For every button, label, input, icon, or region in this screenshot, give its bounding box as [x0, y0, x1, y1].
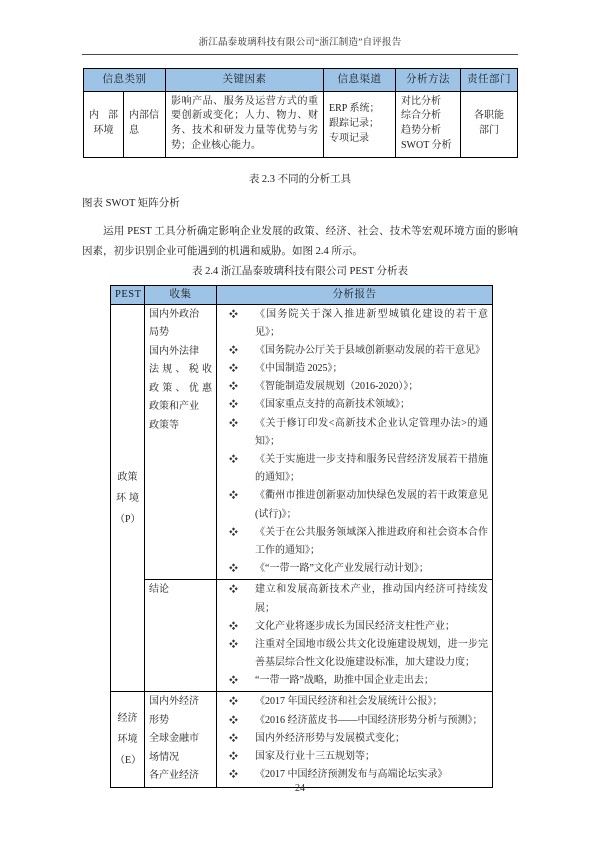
cell-report-policy	[217, 304, 493, 580]
diamond-bullet-icon: ❖	[229, 308, 239, 319]
list-item	[221, 712, 488, 730]
column-header-report: 分析报告	[217, 286, 493, 305]
caption-table-2-3: 表 2.3 不同的分析工具	[248, 174, 352, 185]
page-number: 24	[295, 783, 305, 794]
list-item	[221, 618, 488, 636]
cell-analysis-method: 对比分析 综合分析 趋势分析 SWOT 分析	[396, 91, 461, 157]
list-item	[221, 730, 488, 748]
diamond-bullet-icon: ❖	[229, 417, 239, 428]
collect-line: 结论	[149, 584, 169, 596]
collect-line: 形势	[149, 714, 169, 726]
list-item-text: 国家及行业十三五规划等；	[255, 751, 375, 763]
table-row	[111, 580, 493, 692]
list-item-text: 《国务院办公厅关于县域创新驱动发展的若干意见》	[255, 344, 485, 356]
running-header: 浙江晶泰玻璃科技有限公司“浙江制造”自评报告	[198, 38, 402, 48]
list-item-text: 建立和发展高新技术产业，推动国内经济可持续发展；	[255, 584, 488, 614]
table-2-4	[110, 285, 493, 788]
axis-line: 环境	[116, 492, 139, 504]
list-item	[221, 360, 488, 378]
diamond-bullet-icon: ❖	[229, 714, 239, 725]
column-header-department: 责任部门	[461, 69, 518, 92]
list-item-text: 《中国制造 2025》；	[255, 363, 343, 375]
cell-collect-policy	[145, 304, 217, 580]
axis-line: 经济	[117, 713, 138, 725]
column-header-category: 信息类别	[84, 69, 166, 92]
table-row	[84, 91, 518, 157]
cell-report-conclusion	[217, 580, 493, 692]
axis-line: （E）	[115, 755, 142, 767]
collect-line: 国内外政治	[149, 308, 199, 320]
diamond-bullet-icon: ❖	[229, 620, 239, 631]
diamond-bullet-icon: ❖	[229, 454, 239, 465]
bullet-list	[221, 306, 488, 579]
diamond-bullet-icon: ❖	[229, 399, 239, 410]
list-item-text: 《关于修订印发<高新技术企业认定管理办法>的通知》；	[255, 417, 488, 447]
axis-line: 环境	[117, 734, 138, 746]
body-paragraph: 运用 PEST 工具分析确定影响企业发展的政策、经济、社会、技术等宏观环境方面的影响因素，初步识别企业可能遇到的机遇和威胁。如图 2.4 所示。	[82, 226, 518, 258]
diamond-bullet-icon: ❖	[229, 732, 239, 743]
collect-line: 政策和产业	[149, 401, 199, 413]
list-item-text: 《智能制造发展规划（2016-2020）》；	[255, 381, 419, 393]
list-item-text: 《关于实施进一步支持和服务民营经济发展若干措施的通知》；	[255, 454, 488, 484]
collect-line: 政策等	[149, 419, 179, 431]
diamond-bullet-icon: ❖	[229, 563, 239, 574]
axis-line: 政策	[117, 471, 138, 483]
list-item	[221, 487, 488, 523]
list-item-text: 国内外经济形势与发展模式变化；	[255, 732, 405, 744]
list-item	[221, 396, 488, 414]
cell-collect-economic	[145, 692, 217, 788]
collect-line: 国内外经济	[149, 696, 199, 708]
list-item	[221, 581, 488, 617]
list-item	[221, 560, 488, 578]
diamond-bullet-icon: ❖	[229, 751, 239, 762]
list-item	[221, 693, 488, 711]
column-header-pest: PEST	[111, 286, 145, 305]
table-2-3-container	[83, 68, 518, 158]
cell-axis-policy	[111, 304, 145, 692]
list-item	[221, 636, 488, 672]
collect-line: 法规、税收	[149, 364, 212, 376]
chart-label-swot: 图表 SWOT 矩阵分析	[82, 198, 180, 209]
caption-table-2-4: 表 2.4 浙江晶泰玻璃科技有限公司 PEST 分析表	[192, 266, 408, 277]
cell-information-channel: ERP 系统； 跟踪记录； 专项记录	[324, 91, 396, 157]
diamond-bullet-icon: ❖	[229, 381, 239, 392]
table-2-3	[83, 68, 518, 158]
list-item-text: 《国家重点支持的高新技术领域》；	[255, 399, 410, 411]
list-item	[221, 342, 488, 360]
column-header-collect: 收集	[145, 286, 217, 305]
cell-category-b: 内部信 息	[124, 91, 166, 157]
cell-report-economic	[217, 692, 493, 788]
axis-line: （P）	[115, 513, 141, 525]
diamond-bullet-icon: ❖	[229, 526, 239, 537]
list-item-text: 《关于在公共服务领域深入推进政府和社会资本合作工作的通知》；	[255, 526, 488, 556]
table-row-header	[84, 69, 518, 92]
list-item	[221, 766, 488, 784]
list-item-text: 《2017 中国经济预测发布与高端论坛实录》	[255, 769, 448, 781]
list-item-text: 《2016 经济蓝皮书——中国经济形势分析与预测》；	[255, 714, 483, 726]
diamond-bullet-icon: ❖	[229, 638, 239, 649]
collect-line: 政策、优惠	[149, 382, 212, 394]
list-item-text: 《衢州市推进创新驱动加快绿色发展的若干政策意见(试行)》；	[255, 490, 488, 520]
list-item-text: 注重对全国地市级公共文化设施建设规划，进一步完善基层综合性文化设施建设标准，加大建设力度；	[255, 638, 488, 669]
list-item-text: 《2017 年国民经济和社会发展统计公报》；	[255, 696, 443, 708]
list-item-text: “一带一路”战略，助推中国企业走出去；	[255, 675, 434, 687]
list-item	[221, 451, 488, 487]
diamond-bullet-icon: ❖	[229, 769, 239, 780]
list-item	[221, 672, 488, 690]
list-item	[221, 415, 488, 451]
cell-collect-conclusion	[145, 580, 217, 692]
cell-category-a: 内部 环境	[84, 91, 124, 157]
collect-line: 场情况	[149, 751, 179, 763]
collect-line: 全球金融市	[149, 733, 199, 745]
table-2-4-container	[110, 285, 493, 788]
column-header-method: 分析方法	[396, 69, 461, 92]
column-header-key-factors: 关键因素	[166, 69, 324, 92]
bullet-list	[221, 693, 488, 784]
cell-responsible-department: 各职能 部门	[461, 91, 518, 157]
collect-line: 局势	[149, 327, 169, 339]
diamond-bullet-icon: ❖	[229, 675, 239, 686]
cell-axis-economic	[111, 692, 145, 788]
diamond-bullet-icon: ❖	[229, 696, 239, 707]
list-item-text: 《国务院关于深入推进新型城镇化建设的若干意见》；	[255, 308, 488, 338]
diamond-bullet-icon: ❖	[229, 363, 239, 374]
list-item-text: 文化产业将逐步成长为国民经济支柱性产业；	[255, 620, 455, 632]
cell-key-factors: 影响产品、服务及运营方式的重要创新或变化；人力、物力、财务、技术和研发力量等优势与劣势；企业核心能力。	[166, 91, 324, 157]
collect-line: 国内外法律	[149, 345, 199, 357]
list-item	[221, 524, 488, 560]
header-divider	[82, 54, 518, 55]
table-row	[111, 692, 493, 788]
table-row	[111, 304, 493, 580]
list-item-text: 《“一带一路”文化产业发展行动计划》；	[255, 563, 429, 575]
list-item	[221, 378, 488, 396]
list-item	[221, 748, 488, 766]
column-header-channel: 信息渠道	[324, 69, 396, 92]
table-row-header	[111, 286, 493, 305]
bullet-list	[221, 581, 488, 690]
diamond-bullet-icon: ❖	[229, 490, 239, 501]
diamond-bullet-icon: ❖	[229, 344, 239, 355]
collect-line: 各产业经济	[149, 770, 199, 782]
list-item	[221, 306, 488, 342]
diamond-bullet-icon: ❖	[229, 584, 239, 595]
